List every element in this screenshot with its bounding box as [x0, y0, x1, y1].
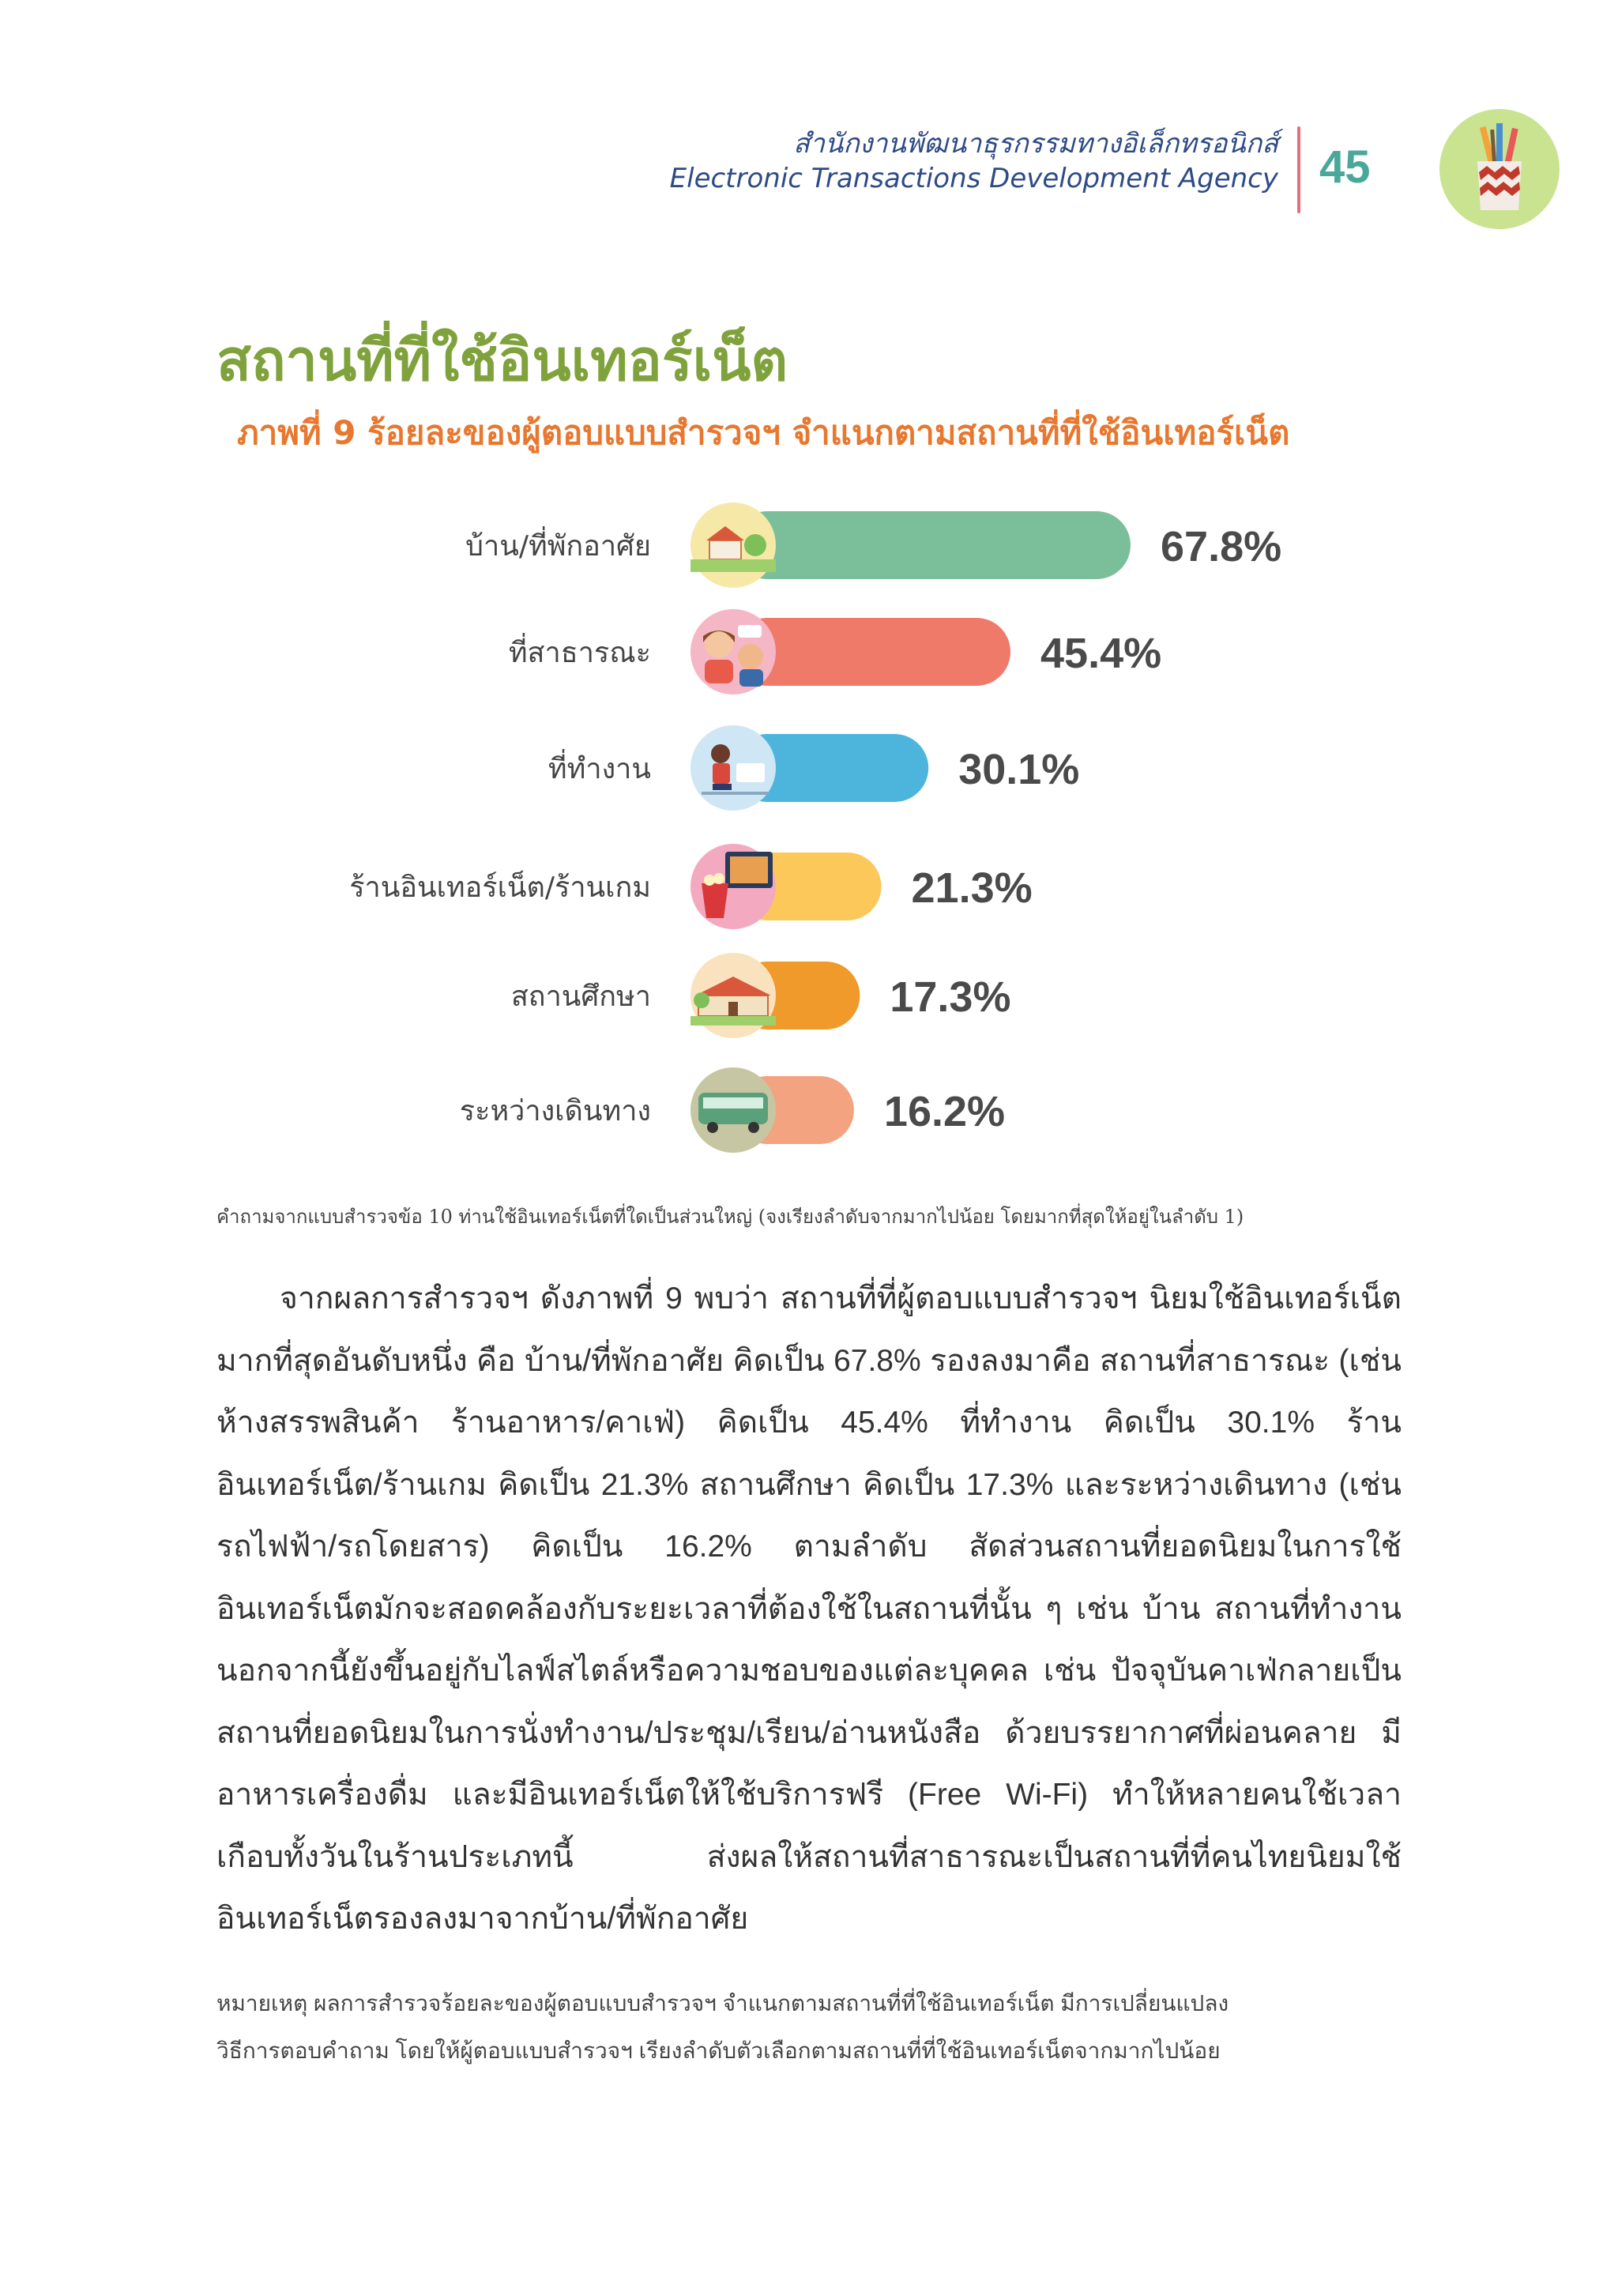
remark-line-2: วิธีการตอบคำถาม โดยให้ผู้ตอบแบบสำรวจฯ เรียงลำดับตัวเลือกตามสถานที่ที่ใช้อินเทอร์เน็ตจากมากไปน้อย: [216, 2038, 1221, 2063]
page-header: [670, 126, 1278, 196]
bar-row: [460, 1067, 1005, 1153]
bar-row: [349, 844, 1032, 929]
survey-question-note: คำถามจากแบบสำรวจข้อ 10 ท่านใช้อินเทอร์เน็ตที่ใดเป็นส่วนใหญ่ (จงเรียงลำดับจากมากไปน้อย โดยมากที่สุดให้อยู่ในลำดับ 1): [216, 1206, 1244, 1228]
bar-row: [509, 609, 1161, 694]
data-label: 45.4%: [1040, 630, 1162, 677]
org-name-thai: สำนักงานพัฒนาธุรกรรมทางอิเล็กทรอนิกส์: [793, 128, 1278, 160]
bar-row: [465, 502, 1281, 588]
bar-row: [548, 725, 1079, 811]
remark-line-1: หมายเหตุ ผลการสำรวจร้อยละของผู้ตอบแบบสำรวจฯ จำแนกตามสถานที่ที่ใช้อินเทอร์เน็ต มีการเปลี่ยนแปลง: [216, 1991, 1229, 2016]
data-label: 30.1%: [958, 746, 1080, 793]
category-label: ที่ทำงาน: [547, 753, 651, 785]
bar: [733, 511, 1131, 579]
location-bar-chart: [0, 490, 1618, 1185]
bar-row: [511, 953, 1011, 1038]
category-label: บ้าน/ที่พักอาศัย: [465, 530, 651, 563]
body-paragraph-block: [216, 1268, 1402, 1951]
data-label: 21.3%: [911, 864, 1033, 912]
header-divider: [1297, 126, 1300, 213]
category-label: ที่สาธารณะ: [508, 637, 651, 669]
data-label: 67.8%: [1161, 523, 1282, 570]
category-label: ระหว่างเดินทาง: [459, 1095, 651, 1127]
category-label: ร้านอินเทอร์เน็ต/ร้านเกม: [349, 871, 651, 904]
figure-title: ภาพที่ 9 ร้อยละของผู้ตอบแบบสำรวจฯ จำแนกตามสถานที่ที่ใช้อินเทอร์เน็ต: [237, 413, 1290, 452]
remark-note: [216, 1980, 1229, 2075]
category-label: สถานศึกษา: [510, 981, 651, 1013]
section-title: สถานที่ที่ใช้อินเทอร์เน็ต: [216, 327, 788, 393]
pencil-cup-logo-icon: [1439, 109, 1560, 229]
org-name-english: Electronic Transactions Development Agency: [669, 163, 1278, 194]
data-label: 16.2%: [883, 1088, 1006, 1135]
page-number: 45: [1319, 141, 1371, 193]
data-label: 17.3%: [890, 973, 1011, 1021]
body-paragraph: จากผลการสำรวจฯ ดังภาพที่ 9 พบว่า สถานที่ที่ผู้ตอบแบบสำรวจฯ นิยมใช้อินเทอร์เน็ตมากที่สุดอันดับหนึ่ง คือ บ้าน/ที่พักอาศัย คิดเป็น 67.8% รองลงมาคือ สถานที่สาธารณะ (เช่น ห้างสรรพสินค้า ร้านอาหาร/คาเฟ่) คิดเป็น 45.4% ที่ทำงาน คิดเป็น 30.1% ร้านอินเทอร์เน็ต/ร้านเกม คิดเป็น 21.3% สถานศึกษา คิดเป็น 17.3% และระหว่างเดินทาง (เช่น รถไฟฟ้า/รถโดยสาร) คิดเป็น 16.2% ตามลำดับ สัดส่วนสถานที่ยอดนิยมในการใช้อินเทอร์เน็ตมักจะสอดคล้องกับระยะเวลาที่ต้องใช้ในสถานที่นั้น ๆ เช่น บ้าน สถานที่ทำงาน นอกจากนี้ยังขึ้นอยู่กับไลฟ์สไตล์หรือความชอบของแต่ละบุคคล เช่น ปัจจุบันคาเฟ่กลายเป็นสถานที่ยอดนิยมในการนั่งทำงาน/ประชุม/เรียน/อ่านหนังสือ ด้วยบรรยากาศที่ผ่อนคลาย มีอาหารเครื่องดื่ม และมีอินเทอร์เน็ตให้ใช้บริการฟรี (Free Wi-Fi) ทำให้หลายคนใช้เวลาเกือบทั้งวันในร้านประเภทนี้ ส่งผลให้สถานที่สาธารณะเป็นสถานที่ที่คนไทยนิยมใช้อินเทอร์เน็ตรองลงมาจากบ้าน/ที่พักอาศัย: [216, 1282, 1402, 1936]
